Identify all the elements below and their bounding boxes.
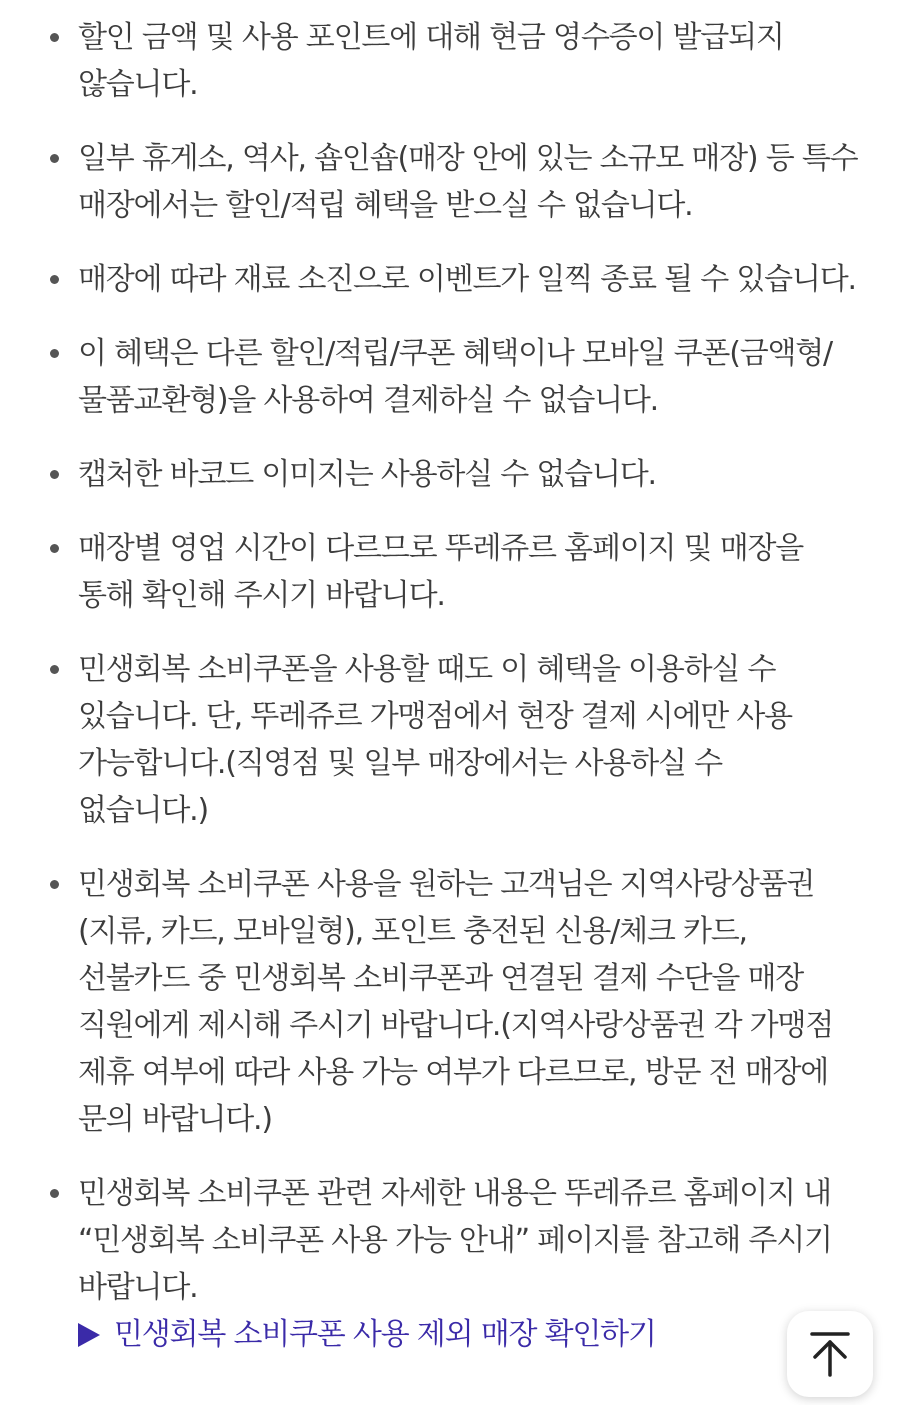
notice-item bbox=[0, 256, 900, 303]
bullet-dot-icon bbox=[50, 154, 59, 163]
notice-text: 민생회복 소비쿠폰 사용을 원하는 고객님은 지역사랑상품권(지류, 카드, 모바일형), 포인트 충전된 신용/체크 카드, 선불카드 중 민생회복 소비쿠폰과 연결된 결제 수단을 매장 직원에게 제시해 주시기 바랍니다.(지역사랑상품권 각 가맹점 제휴 여부에 따라 사용 가능 여부가 다르므로, 방문 전 매장에 문의 바랍니다.) bbox=[78, 867, 834, 1137]
notice-item bbox=[0, 14, 900, 108]
bullet-dot-icon bbox=[50, 1189, 59, 1198]
notice-item bbox=[0, 135, 900, 229]
bullet-dot-icon bbox=[50, 544, 59, 553]
notice-text: 이 혜택은 다른 할인/적립/쿠폰 혜택이나 모바일 쿠폰(금액형/물품교환형)을 사용하여 결제하실 수 없습니다. bbox=[78, 336, 832, 418]
notice-text: 할인 금액 및 사용 포인트에 대해 현금 영수증이 발급되지 않습니다. bbox=[78, 20, 784, 102]
notice-text: 민생회복 소비쿠폰 관련 자세한 내용은 뚜레쥬르 홈페이지 내 “민생회복 소비쿠폰 사용 가능 안내” 페이지를 참고해 주시기 바랍니다. bbox=[78, 1176, 832, 1305]
notice-item bbox=[0, 1170, 900, 1358]
bullet-dot-icon bbox=[50, 665, 59, 674]
notice-text: 일부 휴게소, 역사, 숍인숍(매장 안에 있는 소규모 매장) 등 특수 매장에서는 할인/적립 혜택을 받으실 수 없습니다. bbox=[78, 141, 858, 223]
bullet-dot-icon bbox=[50, 275, 59, 284]
scroll-to-top-button[interactable] bbox=[787, 1311, 873, 1397]
notice-text: 캡처한 바코드 이미지는 사용하실 수 없습니다. bbox=[78, 457, 656, 492]
bullet-dot-icon bbox=[50, 349, 59, 358]
arrow-up-to-top-icon bbox=[808, 1330, 852, 1378]
notice-item bbox=[0, 451, 900, 498]
notice-list bbox=[0, 14, 900, 1385]
triangle-right-icon bbox=[78, 1323, 100, 1347]
bullet-dot-icon bbox=[50, 880, 59, 889]
bullet-dot-icon bbox=[50, 470, 59, 479]
bullet-dot-icon bbox=[50, 33, 59, 42]
notice-text: 매장별 영업 시간이 다르므로 뚜레쥬르 홈페이지 및 매장을 통해 확인해 주시기 바랍니다. bbox=[78, 531, 804, 613]
notice-text: 민생회복 소비쿠폰을 사용할 때도 이 혜택을 이용하실 수 있습니다. 단, 뚜레쥬르 가맹점에서 현장 결제 시에만 사용 가능합니다.(직영점 및 일부 매장에서는 사용하실 수 없습니다.) bbox=[78, 652, 792, 828]
notice-item bbox=[0, 861, 900, 1143]
notice-item bbox=[0, 646, 900, 834]
notice-text: 매장에 따라 재료 소진으로 이벤트가 일찍 종료 될 수 있습니다. bbox=[78, 262, 856, 297]
notice-item bbox=[0, 330, 900, 424]
excluded-stores-link[interactable] bbox=[78, 1311, 860, 1358]
notice-item bbox=[0, 525, 900, 619]
excluded-stores-link-label: 민생회복 소비쿠폰 사용 제외 매장 확인하기 bbox=[114, 1317, 656, 1352]
